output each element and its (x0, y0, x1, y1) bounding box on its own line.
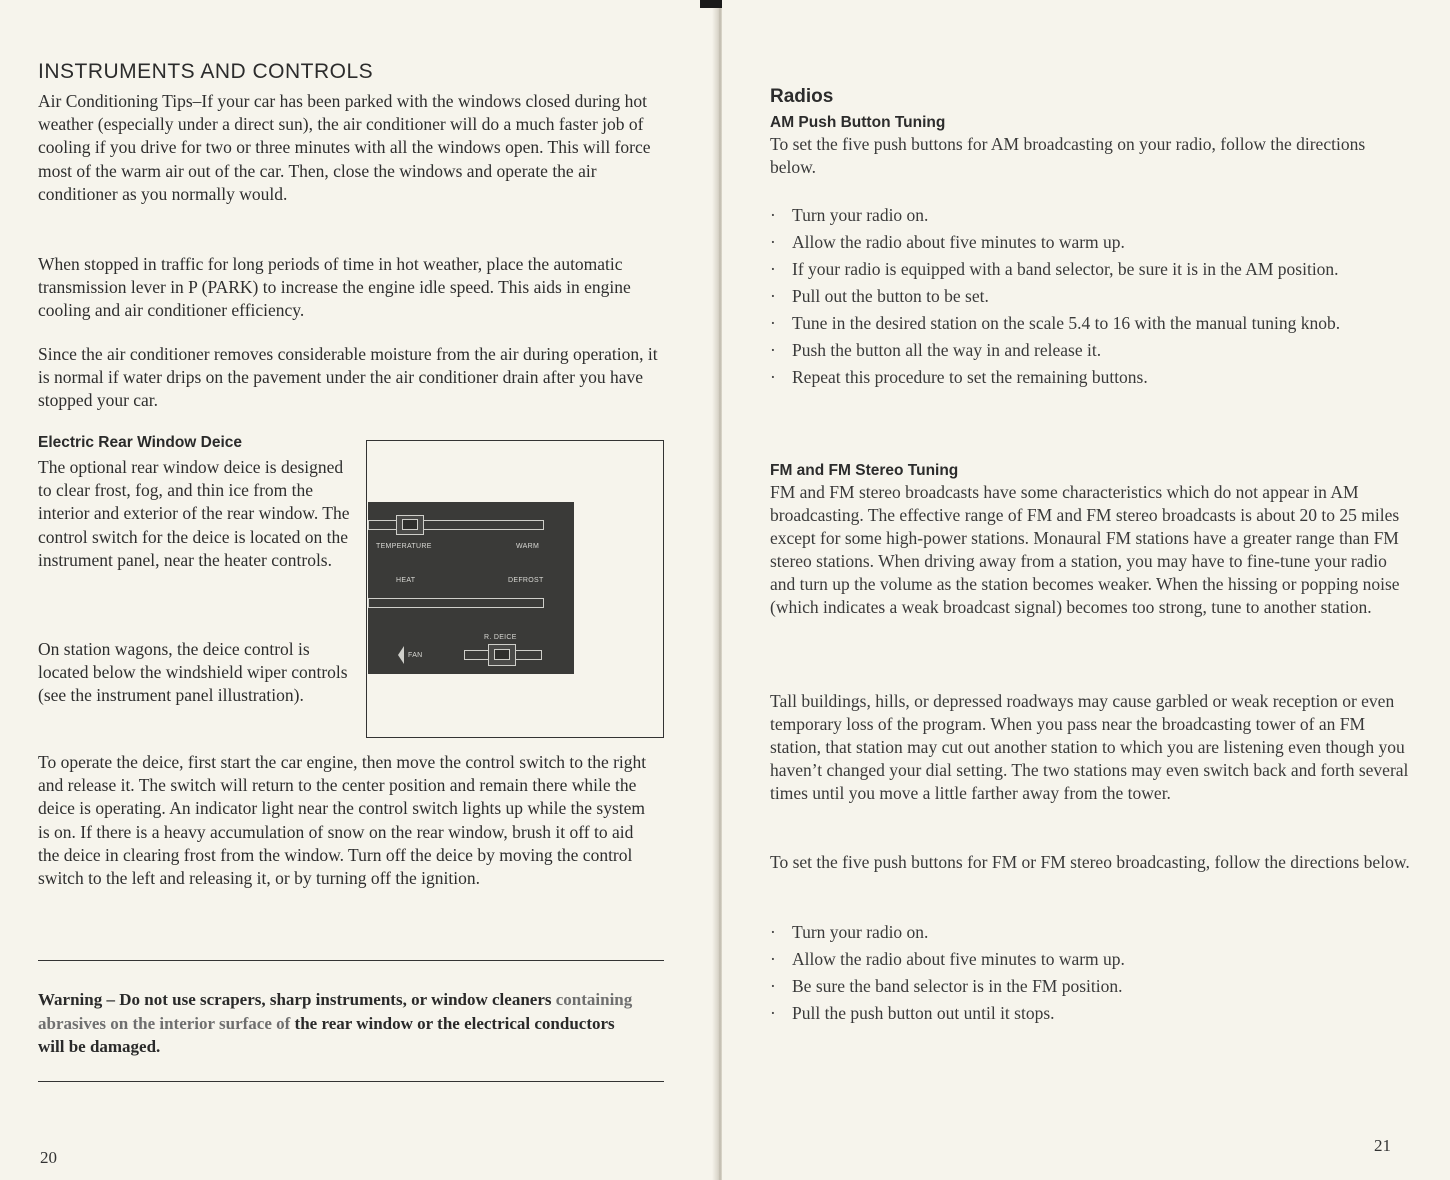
left-page (0, 0, 718, 1180)
warm-label: WARM (516, 543, 540, 550)
warning-notice (38, 988, 638, 1059)
deice-switch-knob-inner (494, 649, 510, 660)
list-item (770, 204, 1380, 227)
temperature-slider-track (368, 520, 544, 530)
fm-intro-paragraph: To set the five push buttons for FM or FM stereo broadcasting, follow the directions below. (770, 852, 1410, 872)
moisture-paragraph: Since the air conditioner removes considerable moisture from the air during operation, it is normal if water drips on the pavement under the air conditioner drain after you have stopped your car. (38, 344, 658, 411)
list-item-text: Repeat this procedure to set the remaining buttons. (792, 367, 1148, 387)
traffic-paragraph: When stopped in traffic for long periods of time in hot weather, place the automatic transmission lever in P (PARK) to increase the engine idle speed. This aids in engine cooling and air conditioner efficiency. (38, 254, 631, 321)
list-item-text: Tune in the desired station on the scale 5.4 to 16 with the manual tuning knob. (792, 313, 1341, 333)
list-item (770, 366, 1380, 389)
bullet-icon: · (770, 232, 776, 252)
fm-steps-list (770, 921, 1380, 1029)
temperature-label: TEMPERATURE (376, 543, 432, 550)
air-conditioning-tips-paragraph: Air Conditioning Tips–If your car has been parked with the windows closed during hot weather (especially under a direct sun), the air conditioner will do a much faster job of cooling if you drive for two or three minutes with all the windows open. This will force most of the warm air out of the car. Then, close the windows and operate the air conditioner as you normally would. (38, 91, 651, 204)
list-item-text: Pull out the button to be set. (792, 286, 989, 306)
radios-heading: Radios (770, 86, 834, 107)
warning-text-middle: containing abrasives on the interior surface of (38, 990, 633, 1033)
page-number-right: 21 (1374, 1136, 1391, 1155)
temperature-slider-knob-inner (402, 519, 418, 530)
list-item (770, 231, 1380, 254)
warning-text-start: Warning – Do not use scrapers, sharp instruments, or window cleaners (38, 990, 552, 1009)
bullet-icon: · (770, 949, 776, 969)
fan-lever-arrow-icon (398, 646, 404, 664)
warning-bottom-rule (38, 1081, 664, 1082)
defrost-label: DEFROST (508, 577, 544, 584)
bullet-icon: · (770, 1003, 776, 1023)
bullet-icon: · (770, 922, 776, 942)
fm-tuning-heading: FM and FM Stereo Tuning (770, 462, 959, 479)
list-item-text: Allow the radio about five minutes to warm up. (792, 949, 1125, 969)
section-heading: INSTRUMENTS AND CONTROLS (38, 60, 374, 83)
deice-description-paragraph: The optional rear window deice is designed to clear frost, fog, and thin ice from the interior and exterior of the rear window. The control switch for the deice is located on the instrument panel, near the heater controls. (38, 457, 350, 570)
am-intro-paragraph: To set the five push buttons for AM broadcasting on your radio, follow the directions below. (770, 134, 1366, 177)
deice-operation-paragraph: To operate the deice, first start the car engine, then move the control switch to the right and release it. The switch will return to the center position and remain there while the deice is operating. An indicator light near the control switch lights up while the system is on. If there is a heavy accumulation of snow on the rear window, brush it off to aid the deice in clearing frost from the window. Turn off the deice by moving the control switch to the left and releasing it, or by turning off the ignition. (38, 752, 647, 889)
bullet-icon: · (770, 286, 776, 306)
list-item (770, 1002, 1380, 1025)
heat-label: HEAT (396, 577, 416, 584)
mode-slider-track (368, 598, 544, 608)
list-item-text: If your radio is equipped with a band selector, be sure it is in the AM position. (792, 259, 1339, 279)
fm-reception-paragraph: Tall buildings, hills, or depressed roadways may cause garbled or weak reception or even temporary loss of the program. When you pass near the broadcasting tower of an FM station, that station may cut out another station to which you are listening even though you haven’t changed your dial setting. The two stations may even switch back and forth several times until you move a little farther away from the tower. (770, 691, 1409, 803)
bullet-icon: · (770, 367, 776, 387)
binding-tab-mark (700, 0, 724, 8)
list-item-text: Pull the push button out until it stops. (792, 1003, 1055, 1023)
list-item (770, 339, 1380, 362)
rear-deice-label: R. DEICE (484, 634, 517, 641)
list-item (770, 312, 1380, 335)
list-item-text: Push the button all the way in and release it. (792, 340, 1102, 360)
am-steps-list (770, 204, 1380, 393)
am-tuning-heading: AM Push Button Tuning (770, 114, 946, 131)
list-item (770, 948, 1380, 971)
warning-top-rule (38, 960, 664, 961)
fan-label: FAN (408, 652, 423, 659)
warning-text-end: the rear window or the electrical conductors will be damaged. (38, 1013, 615, 1056)
list-item (770, 975, 1380, 998)
bullet-icon: · (770, 340, 776, 360)
page-number-left: 20 (40, 1148, 57, 1167)
bullet-icon: · (770, 259, 776, 279)
list-item-text: Turn your radio on. (792, 205, 929, 225)
list-item (770, 285, 1380, 308)
station-wagon-paragraph: On station wagons, the deice control is located below the windshield wiper controls (see the instrument panel illustration). (38, 639, 348, 706)
bullet-icon: · (770, 313, 776, 333)
list-item (770, 258, 1380, 281)
bullet-icon: · (770, 976, 776, 996)
fm-characteristics-paragraph: FM and FM stereo broadcasts have some characteristics which do not appear in AM broadcasting. The effective range of FM and FM stereo broadcasts is about 20 to 25 miles except for some high-power stations. Monaural FM stations have a greater range than FM stereo stations. When driving away from a station, you may have to fine-tune your radio and turn up the volume as the station becomes weaker. When the hissing or popping noise (which indicates a weak broadcast signal) becomes too strong, tune to another station. (770, 482, 1400, 617)
list-item-text: Allow the radio about five minutes to warm up. (792, 232, 1125, 252)
list-item-text: Turn your radio on. (792, 922, 929, 942)
heater-control-panel-illustration (368, 502, 574, 674)
list-item (770, 921, 1380, 944)
list-item-text: Be sure the band selector is in the FM position. (792, 976, 1123, 996)
bullet-icon: · (770, 205, 776, 225)
deice-heading: Electric Rear Window Deice (38, 434, 243, 451)
